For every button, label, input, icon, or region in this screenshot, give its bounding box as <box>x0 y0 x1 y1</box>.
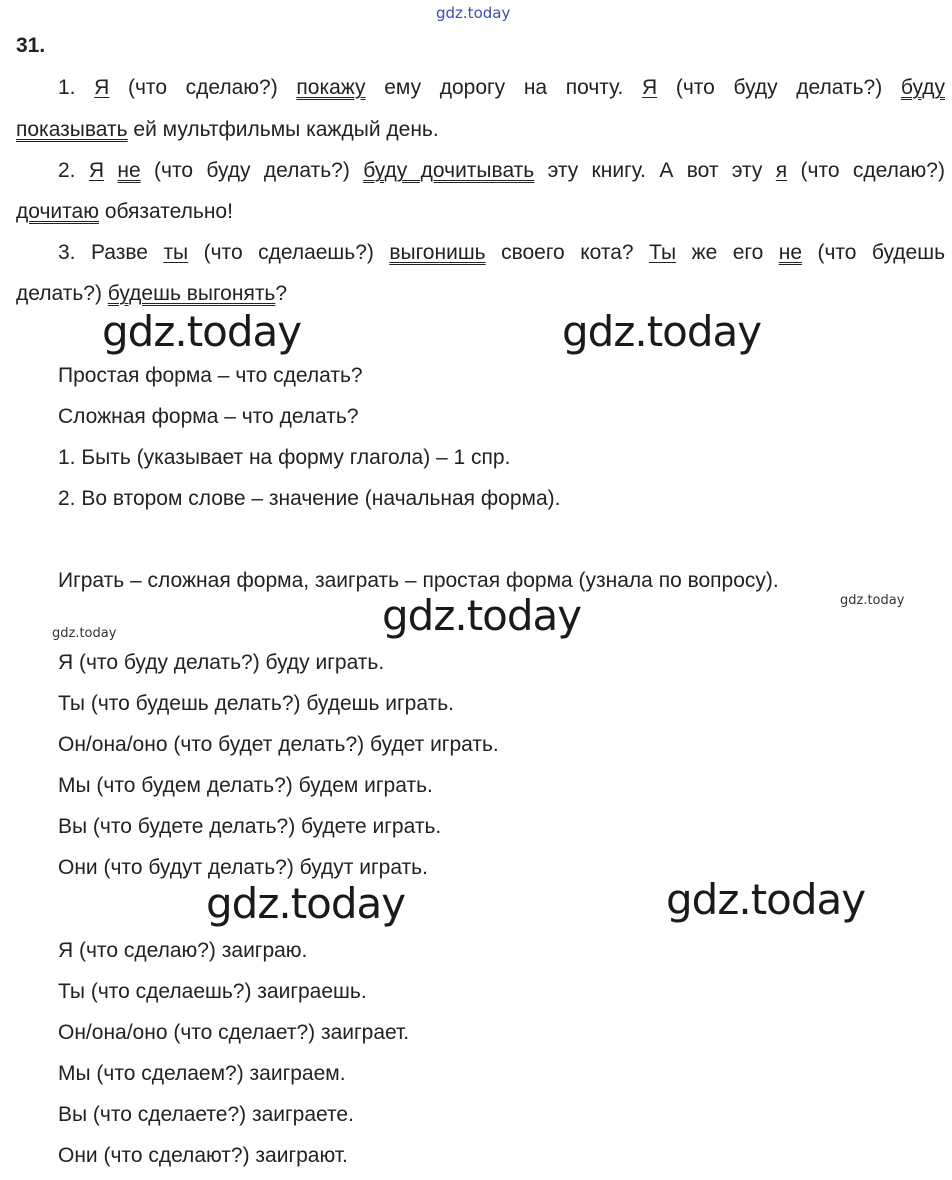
conjugation-line: Ты (что будешь делать?) будешь играть. <box>58 692 454 715</box>
watermark: gdz.today <box>382 591 582 640</box>
subject: Я <box>88 159 105 182</box>
task2-line1 <box>58 159 945 183</box>
subject: Я <box>94 76 110 99</box>
question: (что сделаю?) <box>800 159 945 182</box>
watermark: gdz.today <box>666 875 866 924</box>
predicate: не <box>778 241 803 264</box>
question: (что буду делать?) <box>154 159 350 182</box>
predicate: будешь выгонять <box>107 282 276 305</box>
predicate: буду дочитывать <box>363 159 535 182</box>
watermark-small: gdz.today <box>840 593 905 608</box>
conjugation-line: Вы (что сделаете?) заиграете. <box>58 1103 354 1126</box>
question: (что сделаешь?) <box>203 241 374 264</box>
watermark: gdz.today <box>206 879 406 928</box>
note-2: 2. Во втором слове – значение (начальная форма). <box>58 487 561 510</box>
question: (что будешь <box>817 241 946 264</box>
conjugation-line: Мы (что будем делать?) будем играть. <box>58 774 433 797</box>
task1-number: 1. <box>58 76 76 99</box>
conjugation-line: Они (что сделают?) заиграют. <box>58 1144 348 1167</box>
conjugation-line: Вы (что будете делать?) будете играть. <box>58 815 442 838</box>
simple-form-definition: Простая форма – что сделать? <box>58 364 363 387</box>
predicate: выгонишь <box>389 241 486 264</box>
text: ей мультфильмы каждый день. <box>133 118 439 141</box>
conjugation-line: Он/она/оно (что будет делать?) будет играть. <box>58 733 499 756</box>
text: ? <box>275 282 288 305</box>
subject: я <box>775 159 788 182</box>
task1-line1 <box>58 76 945 100</box>
subject: ты <box>163 241 189 264</box>
text: эту книгу. А вот эту <box>547 159 763 182</box>
subject: Ты <box>649 241 677 264</box>
watermark: gdz.today <box>102 307 302 356</box>
conjugation-line: Мы (что сделаем?) заиграем. <box>58 1062 346 1085</box>
question: делать?) <box>16 282 102 305</box>
watermark-small: gdz.today <box>52 626 117 641</box>
watermark: gdz.today <box>562 307 762 356</box>
note-1: 1. Быть (указывает на форму глагола) – 1 спр. <box>58 446 511 469</box>
predicate: показывать <box>16 118 128 141</box>
task3-number: 3. <box>58 241 76 264</box>
complex-form-definition: Сложная форма – что делать? <box>58 405 359 428</box>
text: Разве <box>90 241 148 264</box>
text: своего кота? <box>501 241 634 264</box>
task1-line2 <box>16 118 439 142</box>
task3-line2 <box>16 282 287 306</box>
subject: Я <box>642 76 658 99</box>
predicate: буду <box>900 76 945 99</box>
conjugation-line: Я (что сделаю?) заиграю. <box>58 939 308 962</box>
predicate: не <box>117 159 141 182</box>
conjugation-line: Ты (что сделаешь?) заиграешь. <box>58 980 367 1003</box>
conjugation-line: Он/она/оно (что сделает?) заиграет. <box>58 1021 410 1044</box>
predicate: покажу <box>296 76 366 99</box>
task3-line1 <box>58 241 945 265</box>
predicate: дочитаю <box>16 200 99 223</box>
text: ему дорогу на почту. <box>384 76 624 99</box>
conjugation-line: Я (что буду делать?) буду играть. <box>58 651 385 674</box>
play-statement: Играть – сложная форма, заиграть – простая форма (узнала по вопросу). <box>58 569 779 592</box>
text: обязательно! <box>104 200 233 223</box>
task2-number: 2. <box>58 159 76 182</box>
conjugation-line: Они (что будут делать?) будут играть. <box>58 856 428 879</box>
watermark-top: gdz.today <box>436 4 511 22</box>
task2-line2 <box>16 200 233 224</box>
text: же его <box>691 241 764 264</box>
question: (что буду делать?) <box>675 76 883 99</box>
question: (что сделаю?) <box>128 76 278 99</box>
exercise-number: 31. <box>16 34 46 57</box>
